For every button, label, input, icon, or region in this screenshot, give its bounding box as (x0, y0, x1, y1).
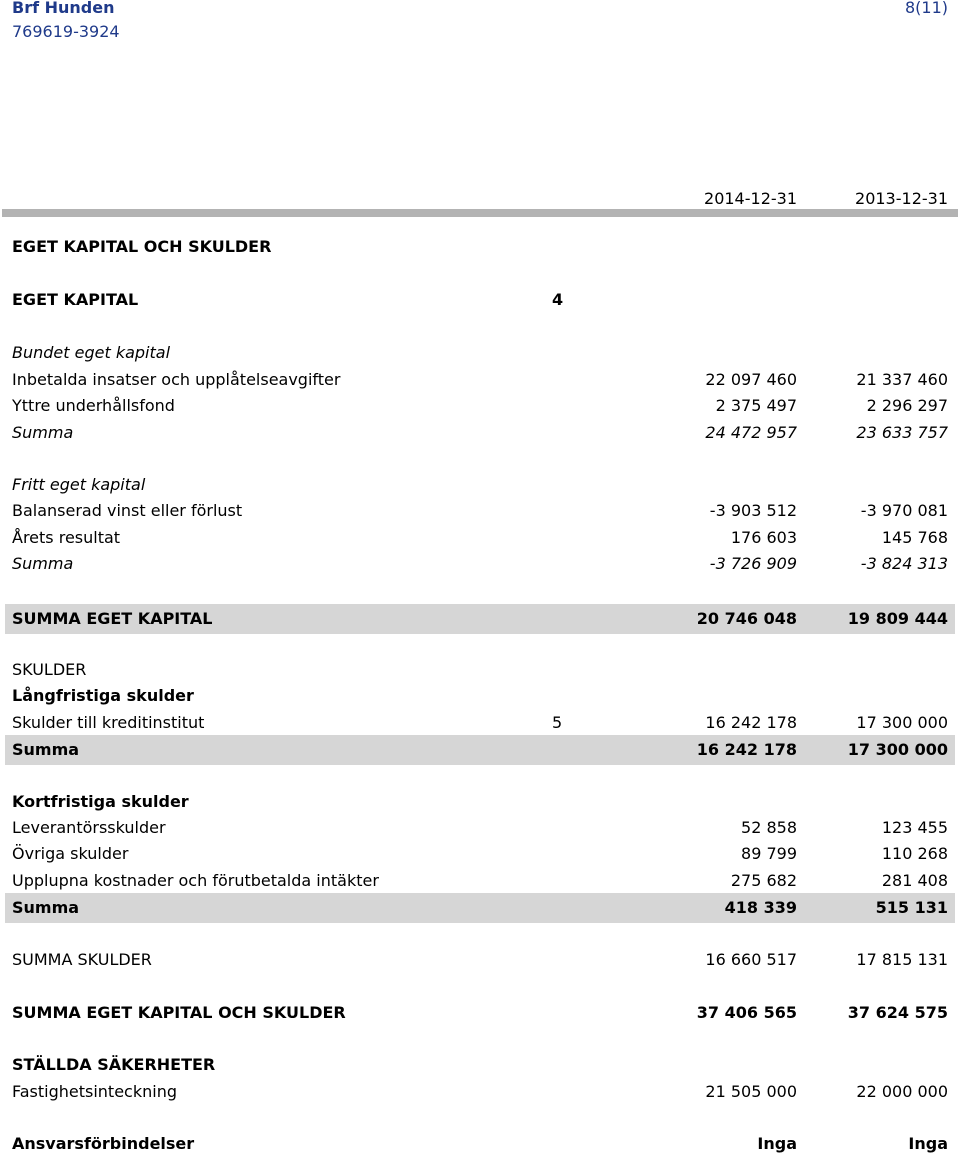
column-header-2014: 2014-12-31 (704, 189, 797, 208)
total-liabilities-2014: 16 660 517 (705, 950, 797, 969)
row-label: Fastighetsinteckning (12, 1082, 177, 1101)
subtotal-value-2013: 23 633 757 (856, 423, 948, 442)
row-value-2013: 17 300 000 (856, 713, 948, 732)
short-term-liabilities-heading: Kortfristiga skulder (12, 792, 189, 811)
free-equity-heading: Fritt eget kapital (12, 475, 146, 494)
subtotal-label: Summa (12, 898, 80, 917)
grand-total-2014: 37 406 565 (696, 1003, 797, 1022)
total-liabilities-label: SUMMA SKULDER (12, 950, 152, 969)
grand-total-2013: 37 624 575 (847, 1003, 948, 1022)
subtotal-value-2014: 24 472 957 (705, 423, 797, 442)
row-value-2014: 21 505 000 (705, 1082, 797, 1101)
subtotal-label: Summa (12, 554, 74, 573)
row-label: Leverantörsskulder (12, 818, 166, 837)
subtotal-value-2014: 418 339 (724, 898, 797, 917)
row-value-2014: 52 858 (741, 818, 797, 837)
row-value-2013: 21 337 460 (856, 370, 948, 389)
total-liabilities-2013: 17 815 131 (856, 950, 948, 969)
long-term-liabilities-heading: Långfristiga skulder (12, 686, 194, 705)
row-value-2013: 123 455 (881, 818, 948, 837)
subtotal-value-2014: 16 242 178 (696, 740, 797, 759)
row-label: Årets resultat (12, 528, 121, 547)
total-equity-2014: 20 746 048 (696, 609, 797, 628)
row-label: Yttre underhållsfond (12, 396, 175, 415)
row-value-2013: 145 768 (881, 528, 948, 547)
row-label: Övriga skulder (12, 844, 129, 863)
subtotal-value-2014: -3 726 909 (709, 554, 797, 573)
subtotal-value-2013: 515 131 (875, 898, 948, 917)
row-value-2014: 2 375 497 (715, 396, 797, 415)
row-value-2014: 275 682 (730, 871, 797, 890)
section-title: EGET KAPITAL OCH SKULDER (12, 237, 272, 256)
row-value-2013: 281 408 (881, 871, 948, 890)
row-value-2014: -3 903 512 (709, 501, 797, 520)
subtotal-label: Summa (12, 423, 74, 442)
subtotal-value-2013: -3 824 313 (860, 554, 948, 573)
row-value-2013: 110 268 (881, 844, 948, 863)
grand-total-label: SUMMA EGET KAPITAL OCH SKULDER (12, 1003, 346, 1022)
restricted-equity-heading: Bundet eget kapital (12, 343, 171, 362)
row-label: Balanserad vinst eller förlust (12, 501, 243, 520)
liabilities-heading: SKULDER (12, 660, 87, 679)
total-equity-2013: 19 809 444 (847, 609, 948, 628)
row-value-2014: 16 242 178 (705, 713, 797, 732)
subtotal-value-2013: 17 300 000 (847, 740, 948, 759)
row-value-2013: 2 296 297 (866, 396, 948, 415)
row-label: Skulder till kreditinstitut (12, 713, 205, 732)
row-label: Upplupna kostnader och förutbetalda intäkter (12, 871, 379, 890)
row-value-2014: 176 603 (730, 528, 797, 547)
pledged-assets-heading: STÄLLDA SÄKERHETER (12, 1055, 216, 1074)
header-rule (2, 209, 958, 217)
equity-note-ref: 4 (552, 290, 564, 309)
row-label: Inbetalda insatser och upplåtelseavgifter (12, 370, 341, 389)
row-value-2014: 22 097 460 (705, 370, 797, 389)
equity-heading: EGET KAPITAL (12, 290, 139, 309)
row-value-2013: -3 970 081 (860, 501, 948, 520)
contingent-liabilities-label: Ansvarsförbindelser (12, 1134, 195, 1153)
contingent-liabilities-2013: Inga (908, 1134, 948, 1153)
row-note-ref: 5 (552, 713, 563, 732)
organization-name: Brf Hunden (12, 0, 115, 17)
row-value-2013: 22 000 000 (856, 1082, 948, 1101)
total-equity-label: SUMMA EGET KAPITAL (12, 609, 213, 628)
organization-number: 769619-3924 (12, 22, 120, 41)
page-number: 8(11) (904, 0, 948, 17)
column-header-2013: 2013-12-31 (855, 189, 948, 208)
contingent-liabilities-2014: Inga (757, 1134, 797, 1153)
subtotal-label: Summa (12, 740, 80, 759)
row-value-2014: 89 799 (741, 844, 797, 863)
